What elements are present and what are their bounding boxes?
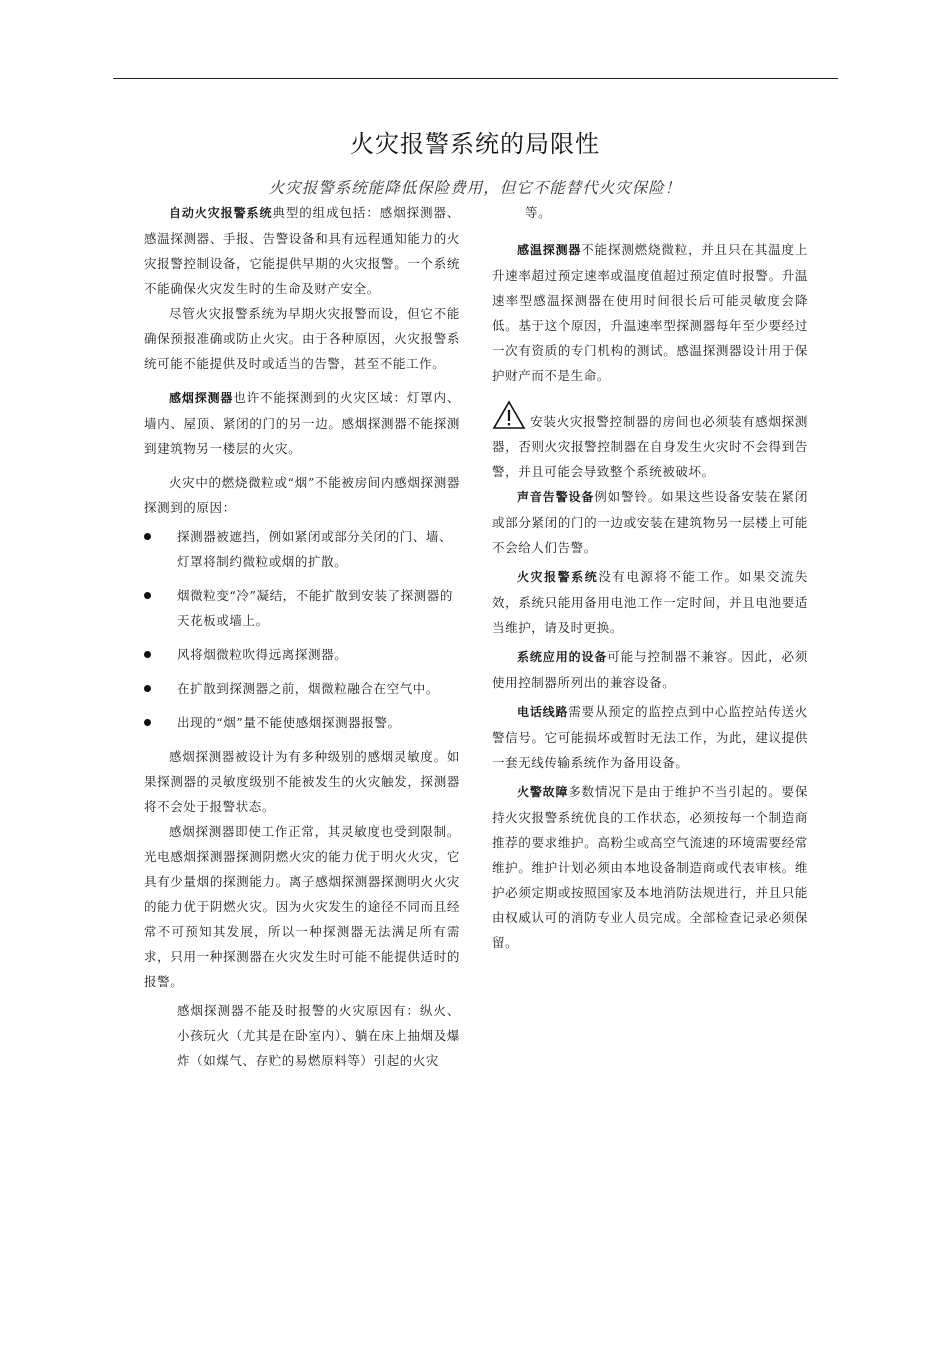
term-label: 感烟探测器 bbox=[169, 391, 234, 405]
list-item: 风将烟微粒吹得远离探测器。 bbox=[144, 642, 460, 667]
paragraph: 感温探测器不能探测燃烧微粒，并且只在其温度上升速率超过预定速率或温度值超过预定值时报警。升温速率型感温探测器在使用时间很长后可能灵敏度会降低。基于这个原因，升温速率型探测器每年至少要经过一次有资质的专门机构的测试。感温探测器设计用于保护财产而不是生命。 bbox=[492, 242, 808, 383]
right-column bbox=[492, 200, 808, 955]
paragraph: 感烟探测器被设计为有多种级别的感烟灵敏度。如果探测器的灵敏度级别不能被发生的火灾触发，探测器将不会处于报警状态。 bbox=[144, 749, 460, 814]
paragraph: 感烟探测器也许不能探测到的火灾区域：灯罩内、墙内、屋顶、紧闭的门的另一边。感烟探测器不能探测到建筑物另一楼层的火灾。 bbox=[144, 390, 460, 456]
term-label: 自动火灾报警系统 bbox=[169, 206, 273, 220]
reason-list bbox=[144, 524, 460, 735]
bullet-icon bbox=[144, 592, 151, 599]
header-rule bbox=[113, 78, 838, 79]
paragraph-continuation: 等。 bbox=[525, 205, 552, 220]
paragraph: 火灾中的燃烧微粒或“烟”不能被房间内感烟探测器探测到的原因： bbox=[144, 475, 460, 515]
term-label: 火警故障 bbox=[517, 785, 569, 799]
term-label: 系统应用的设备 bbox=[517, 650, 608, 664]
bullet-icon bbox=[144, 719, 151, 726]
list-item: 在扩散到探测器之前，烟微粒融合在空气中。 bbox=[144, 676, 460, 701]
term-label: 电话线路 bbox=[517, 705, 569, 719]
paragraph: 电话线路需要从预定的监控点到中心监控站传送火警信号。它可能损坏或暂时无法工作，为此，建议提供一套无线传输系统作为备用设备。 bbox=[492, 704, 808, 770]
paragraph: 自动火灾报警系统典型的组成包括：感烟探测器、感温探测器、手报、告警设备和具有远程通知能力的火灾报警控制设备，它能提供早期的火灾报警。一个系统不能确保火灾发生时的生命及财产安全。 bbox=[144, 205, 460, 296]
paragraph: 尽管火灾报警系统为早期火灾报警而设，但它不能确保预报准确或防止火灾。由于各种原因，火灾报警系统可能不能提供及时或适当的告警，甚至不能工作。 bbox=[144, 306, 460, 371]
left-column bbox=[144, 200, 460, 1073]
warning-icon bbox=[492, 400, 526, 430]
page-subtitle: 火灾报警系统能降低保险费用，但它不能替代火灾保险！ bbox=[268, 179, 682, 197]
page-title: 火灾报警系统的局限性 bbox=[350, 130, 600, 158]
list-item: 烟微粒变“冷”凝结，不能扩散到安装了探测器的天花板或墙上。 bbox=[144, 583, 460, 633]
bullet-icon bbox=[144, 685, 151, 692]
term-label: 火灾报警系统 bbox=[517, 570, 599, 584]
list-item: 探测器被遮挡，例如紧闭或部分关闭的门、墙、灯罩将制约微粒或烟的扩散。 bbox=[144, 524, 460, 574]
term-label: 感温探测器 bbox=[517, 243, 582, 257]
warning-paragraph: 安装火灾报警控制器的房间也必须装有感烟探测器，否则火灾报警控制器在自身发生火灾时不会得到告警，并且可能会导致整个系统被破坏。 bbox=[492, 400, 808, 484]
term-label: 声音告警设备 bbox=[517, 490, 595, 504]
paragraph: 系统应用的设备可能与控制器不兼容。因此，必须使用控制器所列出的兼容设备。 bbox=[492, 649, 808, 690]
list-item: 出现的“烟”量不能使感烟探测器报警。 bbox=[144, 710, 460, 735]
paragraph: 火灾报警系统没有电源将不能工作。如果交流失效，系统只能用备用电池工作一定时间，并且电池要适当维护，请及时更换。 bbox=[492, 569, 808, 635]
paragraph: 声音告警设备例如警铃。如果这些设备安装在紧闭或部分紧闭的门的一边或安装在建筑物另一层楼上可能不会给人们告警。 bbox=[492, 489, 808, 555]
paragraph: 火警故障多数情况下是由于维护不当引起的。要保持火灾报警系统优良的工作状态，必须按每一个制造商推荐的要求维护。高粉尘或高空气流速的环境需要经常维护。维护计划必须由本地设备制造商或代表审核。维护必须定期或按照国家及本地消防法规进行，并且只能由权威认可的消防专业人员完成。全部检查记录必须保留。 bbox=[492, 784, 808, 950]
paragraph: 感烟探测器不能及时报警的火灾原因有：纵火、小孩玩火（尤其是在卧室内）、躺在床上抽烟及爆炸（如煤气、存贮的易燃原料等）引起的火灾 bbox=[177, 1003, 460, 1068]
paragraph: 感烟探测器即使工作正常，其灵敏度也受到限制。光电感烟探测器探测阴燃火灾的能力优于明火火灾，它具有少量烟的探测能力。离子感烟探测器探测明火火灾的能力优于阴燃火灾。因为火灾发生的途径不同而且经常不可预知其发展，所以一种探测器无法满足所有需求，只用一种探测器在火灾发生时可能不能提供适时的报警。 bbox=[144, 824, 460, 989]
bullet-icon bbox=[144, 651, 151, 658]
bullet-icon bbox=[144, 533, 151, 540]
